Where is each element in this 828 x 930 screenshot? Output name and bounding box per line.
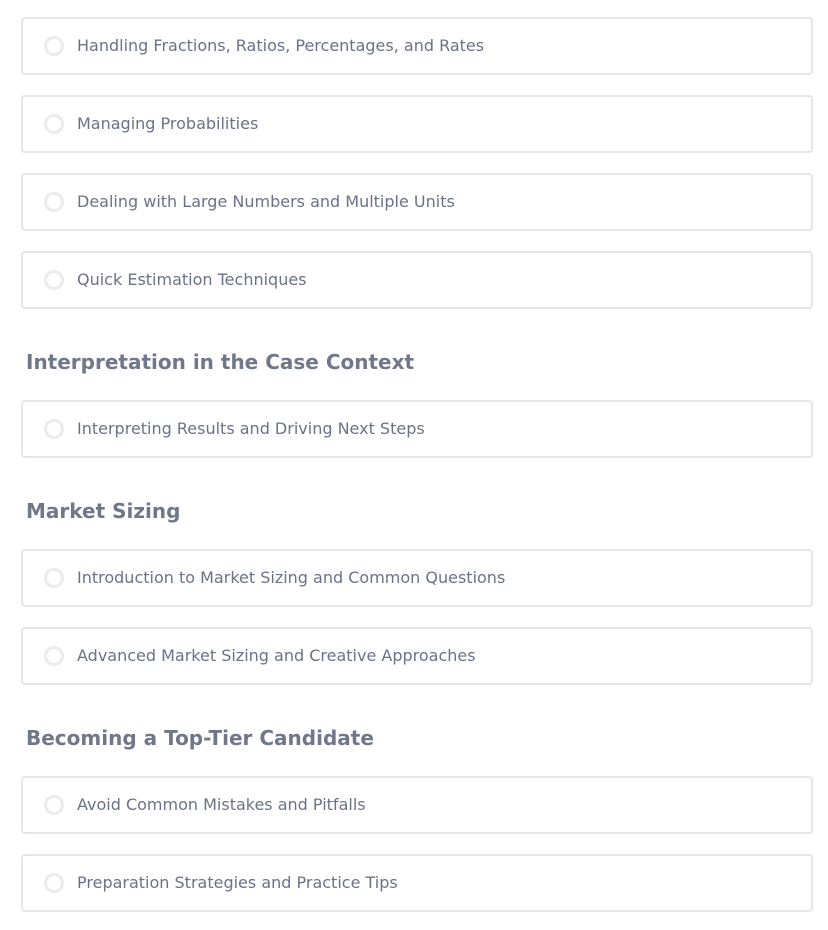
lesson-item[interactable] bbox=[21, 17, 813, 75]
lesson-item[interactable] bbox=[21, 549, 813, 607]
radio-circle-icon[interactable] bbox=[44, 192, 64, 212]
lesson-label: Handling Fractions, Ratios, Percentages, and Rates bbox=[77, 36, 485, 55]
lesson-item[interactable] bbox=[21, 854, 813, 912]
lesson-label: Introduction to Market Sizing and Common Questions bbox=[77, 568, 506, 587]
section-heading: Market Sizing bbox=[26, 499, 181, 523]
radio-circle-icon[interactable] bbox=[44, 419, 64, 439]
lesson-item[interactable] bbox=[21, 627, 813, 685]
lesson-label: Managing Probabilities bbox=[77, 114, 259, 133]
lesson-item[interactable] bbox=[21, 400, 813, 458]
radio-circle-icon[interactable] bbox=[44, 568, 64, 588]
radio-circle-icon[interactable] bbox=[44, 270, 64, 290]
lesson-item[interactable] bbox=[21, 251, 813, 309]
radio-circle-icon[interactable] bbox=[44, 36, 64, 56]
radio-circle-icon[interactable] bbox=[44, 795, 64, 815]
lesson-label: Avoid Common Mistakes and Pitfalls bbox=[77, 795, 366, 814]
lesson-item[interactable] bbox=[21, 776, 813, 834]
radio-circle-icon[interactable] bbox=[44, 114, 64, 134]
lesson-item[interactable] bbox=[21, 173, 813, 231]
radio-circle-icon[interactable] bbox=[44, 646, 64, 666]
lesson-item[interactable] bbox=[21, 95, 813, 153]
lesson-label: Interpreting Results and Driving Next Steps bbox=[77, 419, 425, 438]
lesson-label: Preparation Strategies and Practice Tips bbox=[77, 873, 398, 892]
lesson-label: Quick Estimation Techniques bbox=[77, 270, 307, 289]
section-heading: Becoming a Top-Tier Candidate bbox=[26, 726, 374, 750]
section-heading: Interpretation in the Case Context bbox=[26, 350, 415, 374]
radio-circle-icon[interactable] bbox=[44, 873, 64, 893]
lesson-label: Dealing with Large Numbers and Multiple Units bbox=[77, 192, 455, 211]
lesson-label: Advanced Market Sizing and Creative Approaches bbox=[77, 646, 476, 665]
